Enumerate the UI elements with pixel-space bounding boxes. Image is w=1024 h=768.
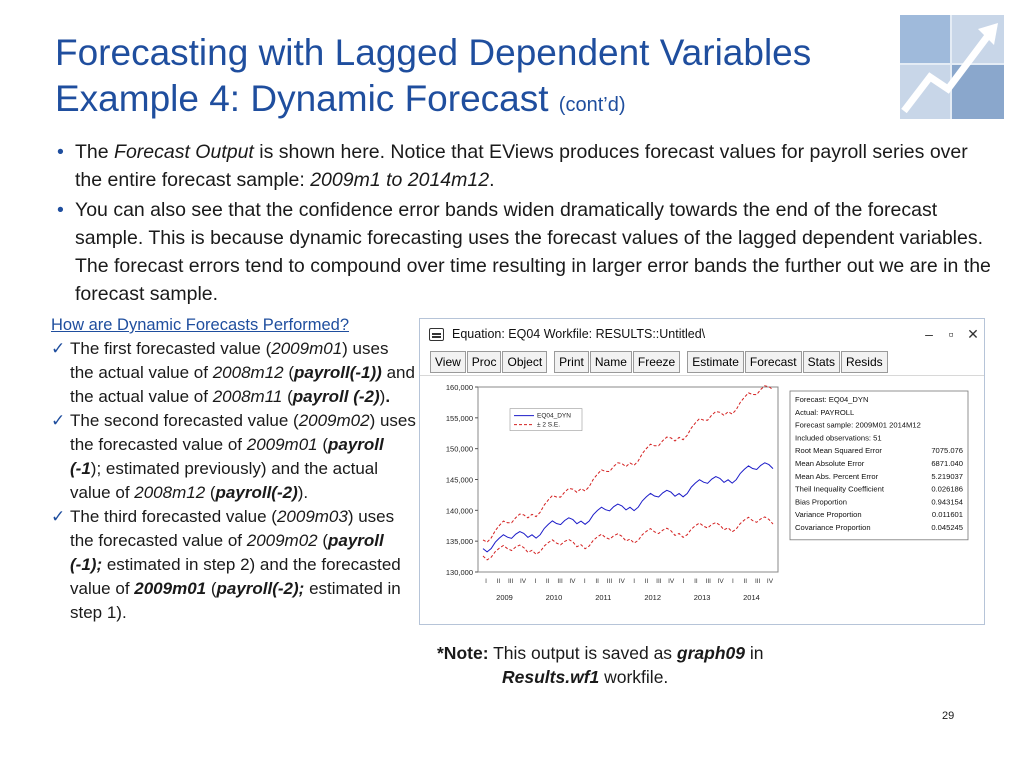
x-quarter-label: III xyxy=(656,578,662,585)
note-label: *Note: xyxy=(437,643,489,663)
bullet-1-sample: 2009m1 to 2014m12 xyxy=(310,169,490,191)
resids-button[interactable]: Resids xyxy=(841,351,888,373)
step-3-text: ( xyxy=(206,579,217,598)
step-1-text: and the actual value of xyxy=(70,363,415,406)
x-quarter-label: II xyxy=(595,578,599,585)
stat-label: Covariance Proportion xyxy=(795,523,871,532)
stat-label: Forecast: EQ04_DYN xyxy=(795,395,869,404)
stat-value: 0.026186 xyxy=(931,484,963,494)
checkmark-icon: ✓ xyxy=(51,507,66,526)
toolbar-group-1 xyxy=(430,351,548,373)
step-3-text: The third forecasted value ( xyxy=(70,507,277,526)
note-line-2 xyxy=(437,665,763,689)
minimize-button[interactable]: – xyxy=(925,326,933,342)
bullet-dot: • xyxy=(57,141,64,163)
note xyxy=(437,641,763,689)
bullet-1-text-b: is shown here. Notice that EViews produces forecast values for payroll series over the entire forecast sample: xyxy=(75,141,968,191)
stat-value: 7075.076 xyxy=(931,446,963,456)
stat-label: Bias Proportion xyxy=(795,497,847,507)
view-button[interactable]: View xyxy=(430,351,466,373)
title-line-2-small: (cont’d) xyxy=(558,94,626,116)
x-quarter-label: IV xyxy=(766,578,774,585)
step-2-text: ( xyxy=(317,435,329,454)
step-2-date: 2008m12 xyxy=(134,483,206,502)
step-2-date: 2009m01 xyxy=(246,435,318,454)
equation-toolbar xyxy=(420,349,984,376)
note-text: This output is saved as xyxy=(488,643,677,663)
x-quarter-label: I xyxy=(485,578,487,585)
step-1-text: ) uses the actual value of xyxy=(70,339,389,382)
step-1-text: The first forecasted value ( xyxy=(70,339,272,358)
maximize-button[interactable]: ▫ xyxy=(948,326,954,342)
bullet-2 xyxy=(55,196,995,308)
note-workfile-name: Results.wf1 xyxy=(502,667,600,687)
x-quarter-label: IV xyxy=(519,578,527,585)
bullet-2-text: You can also see that the confidence error bands widen dramatically towards the end of the forecast sample. This is because dynamic forecasting uses the forecast values of the lagged dependent variables. The forecast errors tend to compound over time resulting in larger error bands the further out we are in the forecast sample. xyxy=(75,199,991,305)
object-button[interactable]: Object xyxy=(502,351,547,373)
x-year-label: 2014 xyxy=(743,593,760,602)
note-graph-name: graph09 xyxy=(676,643,745,663)
x-quarter-label: I xyxy=(633,578,636,585)
x-quarter-label: III xyxy=(557,578,563,585)
y-tick-label: 155,000 xyxy=(445,413,473,423)
x-quarter-label: I xyxy=(732,578,734,585)
stat-label: Mean Absolute Error xyxy=(795,459,865,468)
checkmark-icon: ✓ xyxy=(51,411,66,430)
step-1-text: ( xyxy=(283,363,294,382)
step-1-text: . xyxy=(385,387,391,406)
x-quarter-label: IV xyxy=(717,578,724,585)
trend-arrow-chart-icon xyxy=(900,15,1004,119)
print-button[interactable]: Print xyxy=(554,351,589,373)
stat-label: Forecast sample: 2009M01 2014M12 xyxy=(795,420,921,430)
step-2-text: ). xyxy=(297,483,309,502)
bullet-1 xyxy=(55,138,995,194)
x-quarter-label: IV xyxy=(618,578,625,585)
step-2-text: ); estimated previously) and the actual value of xyxy=(70,459,379,502)
x-quarter-label: IV xyxy=(668,578,675,585)
step-2-date: 2009m02 xyxy=(298,411,370,430)
stat-label: Mean Abs. Percent Error xyxy=(795,471,879,481)
bullet-1-text-a: The xyxy=(75,141,115,163)
stat-label: Root Mean Squared Error xyxy=(795,446,882,456)
bullet-1-text-c: . xyxy=(489,169,495,191)
x-quarter-label: III xyxy=(507,578,514,585)
window-titlebar[interactable] xyxy=(420,319,984,349)
freeze-button[interactable]: Freeze xyxy=(633,351,680,373)
bullet-list xyxy=(55,138,995,310)
step-1-term: payroll (-2) xyxy=(292,387,380,406)
step-3-text: estimated in step 2) and the forecasted value of xyxy=(70,555,401,598)
step-3-text: ) uses the forecasted value of xyxy=(70,507,395,550)
step-2 xyxy=(51,409,416,505)
note-text: workfile. xyxy=(599,667,669,687)
stat-value: 0.943154 xyxy=(931,497,963,507)
x-quarter-label: III xyxy=(705,578,711,585)
close-button[interactable]: ✕ xyxy=(967,325,979,342)
explanation-heading: How are Dynamic Forecasts Performed? xyxy=(51,316,350,334)
step-1-date: 2008m12 xyxy=(212,363,284,382)
legend-label-forecast: EQ04_DYN xyxy=(537,412,571,420)
x-quarter-label: III xyxy=(606,578,613,585)
x-quarter-label: IV xyxy=(569,578,576,585)
x-year-label: 2012 xyxy=(644,593,662,602)
y-tick-label: 135,000 xyxy=(445,537,473,547)
title-line-2-main: Example 4: Dynamic Forecast xyxy=(55,78,549,119)
step-3-text: ( xyxy=(317,531,329,550)
step-2-text: ( xyxy=(205,483,216,502)
step-3-text: estimated in step 1). xyxy=(70,579,401,622)
stat-label: Variance Proportion xyxy=(795,510,862,520)
window-title: Equation: EQ04 Workfile: RESULTS::Untitled\ xyxy=(452,327,706,341)
step-1 xyxy=(51,337,416,409)
page-number: 29 xyxy=(942,710,955,722)
page-title xyxy=(55,30,811,128)
stat-label: Theil Inequality Coefficient xyxy=(795,484,884,494)
step-1-date: 2009m01 xyxy=(271,339,343,358)
step-1-text: ( xyxy=(282,387,293,406)
title-line-1: Forecasting with Lagged Dependent Variables xyxy=(55,32,812,73)
title-line-2 xyxy=(55,76,811,128)
x-year-label: 2010 xyxy=(545,593,563,602)
stat-value: 0.011601 xyxy=(931,510,963,520)
step-1-date: 2008m11 xyxy=(212,387,283,406)
stat-label: Actual: PAYROLL xyxy=(795,407,855,417)
step-3-date: 2009m03 xyxy=(276,507,348,526)
bullet-dot: • xyxy=(57,199,64,221)
stat-label: Included observations: 51 xyxy=(795,433,882,443)
y-tick-label: 145,000 xyxy=(445,475,473,485)
note-line-1 xyxy=(437,641,763,665)
step-3 xyxy=(51,505,416,625)
note-text: in xyxy=(745,643,764,663)
x-quarter-label: III xyxy=(754,578,761,585)
x-quarter-label: II xyxy=(694,578,698,585)
x-year-label: 2013 xyxy=(693,593,711,602)
step-3-date: 2009m01 xyxy=(134,579,207,598)
y-tick-label: 150,000 xyxy=(445,444,473,454)
forecast-button[interactable]: Forecast xyxy=(745,351,802,373)
proc-button[interactable]: Proc xyxy=(467,351,502,373)
bullet-1-forecast-output: Forecast Output xyxy=(114,141,254,163)
x-quarter-label: II xyxy=(743,578,748,585)
equation-window-icon xyxy=(429,328,444,341)
stats-button[interactable]: Stats xyxy=(803,351,840,373)
x-quarter-label: II xyxy=(644,578,649,585)
stat-value: 0.045245 xyxy=(931,523,963,532)
x-quarter-label: I xyxy=(682,578,685,585)
eviews-equation-window xyxy=(419,318,985,625)
x-quarter-label: II xyxy=(496,578,501,585)
step-2-text: The second forecasted value ( xyxy=(70,411,299,430)
x-quarter-label: I xyxy=(583,578,586,585)
step-2-term: payroll (-1 xyxy=(70,435,384,478)
dynamic-forecast-explanation xyxy=(51,313,416,625)
step-3-term: payroll (-1); xyxy=(70,531,384,574)
toolbar-group-2 xyxy=(554,351,681,373)
step-2-text: ) uses the forecasted value of xyxy=(70,411,416,454)
step-2-term: payroll(-2) xyxy=(215,483,298,502)
x-year-label: 2011 xyxy=(595,593,612,602)
x-quarter-label: II xyxy=(545,578,550,585)
x-year-label: 2009 xyxy=(496,593,513,602)
stat-value: 5.219037 xyxy=(931,471,963,481)
step-1-text: ) xyxy=(379,387,386,406)
forecast-output-graph xyxy=(428,377,976,621)
step-3-date: 2009m02 xyxy=(246,531,318,550)
checkmark-icon: ✓ xyxy=(51,339,66,358)
y-tick-label: 140,000 xyxy=(445,506,473,516)
estimate-button[interactable]: Estimate xyxy=(687,351,744,373)
y-tick-label: 160,000 xyxy=(445,383,473,392)
step-1-term: payroll(-1)) xyxy=(294,363,382,382)
y-tick-label: 130,000 xyxy=(445,568,473,577)
step-3-term: payroll(-2); xyxy=(216,579,305,598)
stat-value: 6871.040 xyxy=(931,459,963,468)
name-button[interactable]: Name xyxy=(590,351,632,373)
x-quarter-label: I xyxy=(534,578,537,585)
legend-label-band: ± 2 S.E. xyxy=(537,421,561,429)
toolbar-group-3 xyxy=(687,351,888,373)
